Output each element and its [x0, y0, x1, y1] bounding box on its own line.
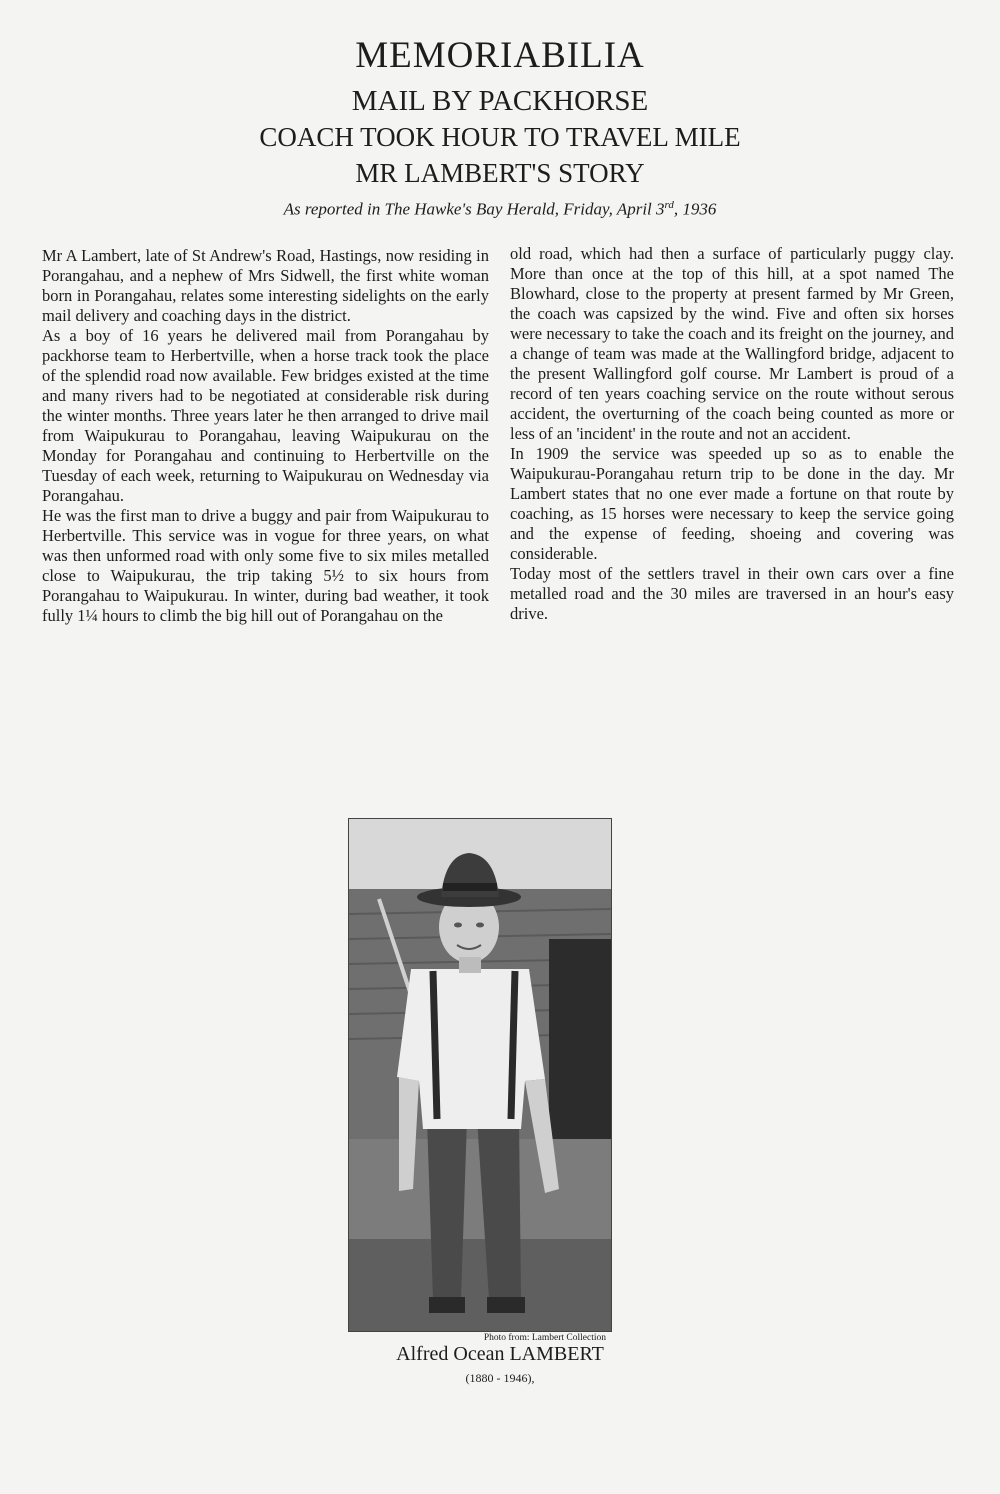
headline-lamberts-story: MR LAMBERT'S STORY	[355, 158, 645, 188]
headline-mail-by-packhorse: MAIL BY PACKHORSE	[351, 85, 649, 117]
portrait-photo	[348, 818, 612, 1332]
article-paragraph: Mr A Lambert, late of St Andrew's Road, Hastings, now residing in Porangahau, and a nephew of Mrs Sidwell, the first white woman born in Porangahau, relates some interesting sidelights on the early mail delivery and coaching days in the district.	[42, 246, 489, 325]
photo-credit: Photo from: Lambert Collection	[483, 1333, 606, 1343]
article-paragraph: He was the first man to drive a buggy and pair from Waipukurau to Herbertville. This service was in vogue for three years, on what was then unformed road with only some five to six miles metalled close to Waipukurau, the trip taking 5½ to six hours from Porangahau to Waipukurau. In winter, during bad weather, it took fully 1¼ hours to climb the big hill out of Porangahau on the	[42, 506, 489, 625]
source-suffix: , 1936	[673, 199, 717, 219]
source-line	[0, 194, 1000, 221]
article-paragraph: As a boy of 16 years he delivered mail from Porangahau by packhorse team to Herbertville, when a horse track took the place of the splendid road now available. Few bridges existed at the time and many rivers had to be negotiated at considerable risk during the winter months. Three years later he then arranged to drive mail from Waipukurau to Porangahau, leaving Waipukurau on the Monday for Porangahau and continuing to Herbertville on the Tuesday of each week, returning to Waipukurau on Wednesday via Porangahau.	[42, 326, 489, 505]
article-paragraph: In 1909 the service was speeded up so as to enable the Waipukurau-Porangahau return trip to be done in the day. Mr Lambert states that no one ever made a fortune on that route by coaching, as 15 horses were necessary to keep the service going and the expense of feeding, shoeing and covering was considerable.	[510, 444, 954, 563]
article-column-right	[510, 244, 954, 624]
page-title: MEMORIABILIA	[355, 35, 645, 76]
photo-caption-name: Alfred Ocean LAMBERT	[396, 1343, 604, 1365]
source-prefix: As reported in The Hawke's Bay Herald, Friday, April 3	[283, 199, 665, 219]
source-superscript: rd	[664, 199, 674, 211]
portrait-illustration	[349, 819, 611, 1331]
article-paragraph: old road, which had then a surface of particularly puggy clay. More than once at the top of this hill, at a spot named The Blowhard, close to the property at present farmed by Mr Green, the coach was capsized by the wind. Five and often six horses were necessary to take the coach and its freight on the journey, and a change of team was made at the Wallingford bridge, adjacent to the present Wallingford golf course. Mr Lambert is proud of a record of ten years coaching service on the route without serous accident, the overturning of the coach being counted as more or less of an 'incident' in the route and not an accident.	[510, 244, 954, 443]
photo-caption-dates: (1880 - 1946),	[465, 1371, 535, 1385]
article-paragraph: Today most of the settlers travel in their own cars over a fine metalled road and the 30 miles are traversed in an hour's easy drive.	[510, 564, 954, 623]
headline-coach: COACH TOOK HOUR TO TRAVEL MILE	[259, 122, 741, 152]
article-column-left	[42, 246, 489, 626]
